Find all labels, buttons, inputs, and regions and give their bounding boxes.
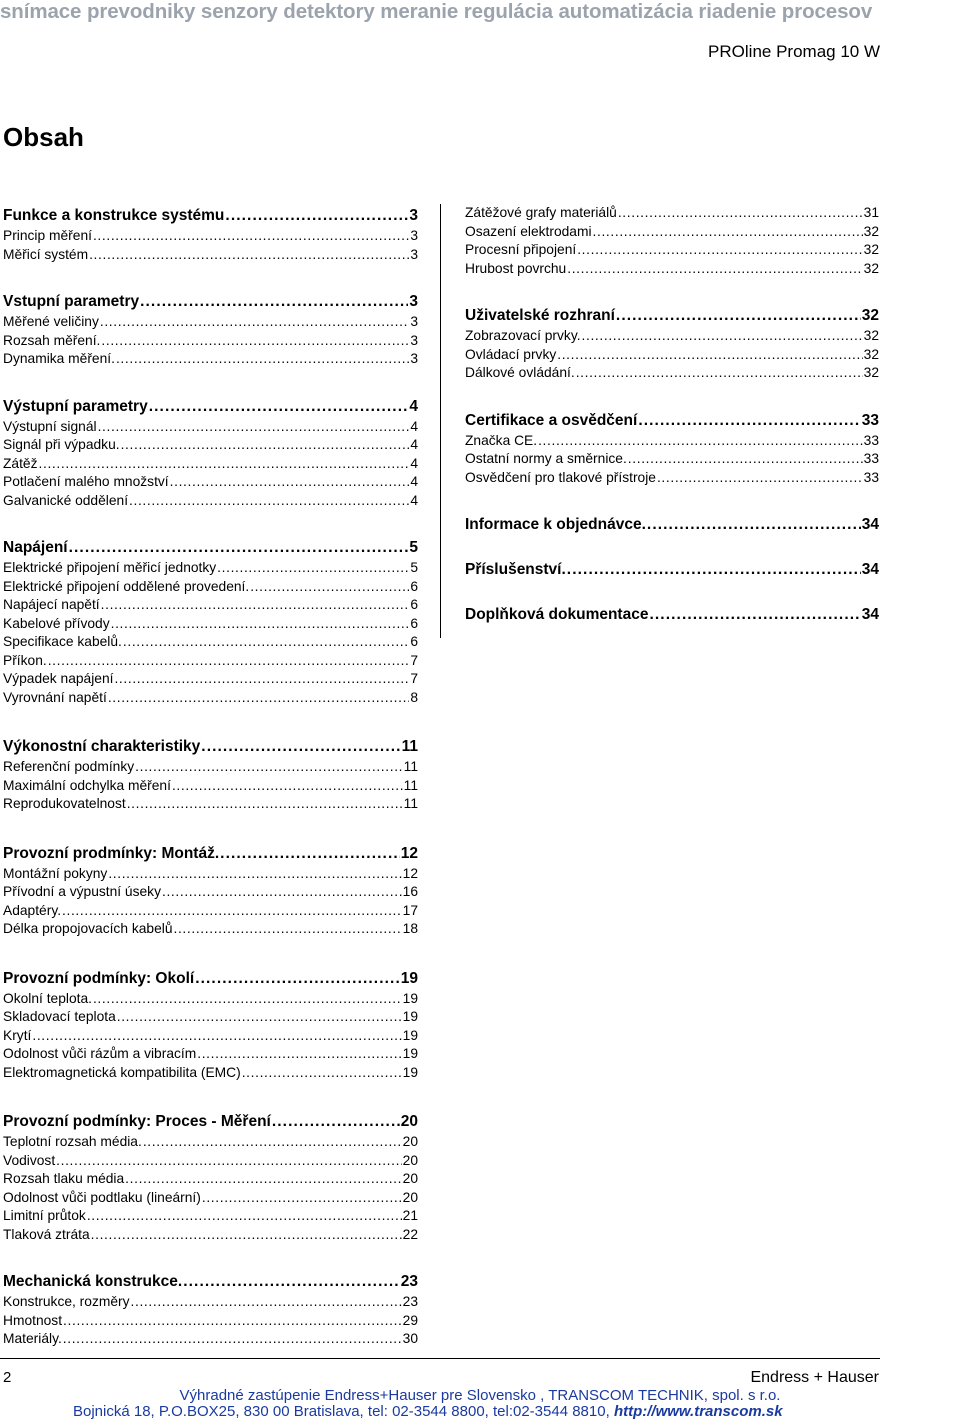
- footer-rule: [0, 1358, 880, 1359]
- leader-dots: [62, 902, 402, 921]
- toc-page-number: 19: [402, 1009, 418, 1024]
- toc-page-number: 31: [863, 205, 879, 220]
- leader-dots: [272, 1110, 400, 1133]
- toc-entry[interactable]: [465, 327, 879, 346]
- leader-dots: [111, 615, 410, 634]
- toc-entry[interactable]: [3, 689, 418, 708]
- toc-entry[interactable]: [465, 260, 879, 279]
- toc-page-number: 33: [863, 469, 879, 485]
- toc-label: Provozní podmínky: Proces - Měření: [3, 1113, 271, 1130]
- toc-label: Specifikace kabelů.: [3, 634, 122, 649]
- toc-entry[interactable]: [3, 1027, 418, 1046]
- toc-section: [3, 290, 418, 369]
- toc-label: Výstupní signál: [3, 418, 97, 434]
- toc-label: Výkonostní charakteristiky: [3, 738, 201, 755]
- toc-label: Příkon.: [3, 652, 47, 668]
- toc-page-number: 33: [861, 411, 879, 429]
- toc-page-number: 33: [863, 451, 879, 466]
- toc-entry[interactable]: [465, 469, 879, 488]
- toc-heading[interactable]: [3, 967, 418, 990]
- leader-dots: [201, 735, 400, 758]
- leader-dots: [114, 670, 409, 689]
- leader-dots: [649, 603, 860, 626]
- leader-dots: [63, 1330, 402, 1349]
- leader-dots: [149, 395, 409, 418]
- column-divider: [440, 204, 441, 638]
- toc-label: Osvědčení pro tlakové přístroje: [465, 469, 656, 485]
- toc-label: Okolní teplota.: [3, 990, 92, 1006]
- toc-page-number: 4: [410, 492, 418, 508]
- toc-label: Výpadek napájení: [3, 671, 114, 686]
- toc-entry[interactable]: [3, 246, 418, 265]
- toc-entry[interactable]: [3, 758, 418, 777]
- leader-dots: [117, 1008, 402, 1027]
- toc-entry[interactable]: [3, 1293, 418, 1312]
- toc-label: Signál při výpadku.: [3, 437, 120, 452]
- toc-entry[interactable]: [465, 204, 879, 223]
- leader-dots: [618, 204, 863, 223]
- toc-entry[interactable]: [3, 883, 418, 902]
- leader-dots: [217, 559, 409, 578]
- toc-label: Informace k objednávce.: [465, 516, 646, 533]
- toc-entry[interactable]: [3, 1312, 418, 1331]
- toc-heading[interactable]: [465, 513, 879, 536]
- toc-page-number: 19: [402, 1027, 418, 1043]
- leader-dots: [93, 990, 402, 1009]
- toc-label: Provozní prodmínky: Montáž.: [3, 844, 220, 862]
- leader-dots: [93, 227, 409, 246]
- leader-dots: [108, 865, 401, 884]
- leader-dots: [220, 842, 400, 865]
- toc-entry[interactable]: [3, 492, 418, 511]
- toc-label: Ostatní normy a směrnice.: [465, 451, 627, 466]
- toc-section: [465, 409, 879, 488]
- toc-entry[interactable]: [3, 1152, 418, 1171]
- toc-entry[interactable]: [3, 578, 418, 597]
- leader-dots: [39, 455, 410, 474]
- toc-section: [3, 536, 418, 707]
- toc-entry[interactable]: [3, 1330, 418, 1349]
- toc-heading[interactable]: [465, 558, 879, 581]
- toc-section: [3, 1270, 418, 1349]
- leader-dots: [129, 492, 409, 511]
- toc-page-number: 32: [863, 223, 879, 239]
- toc-label: Odolnost vůči rázům a vibracím: [3, 1046, 197, 1061]
- toc-section: [3, 395, 418, 511]
- leader-dots: [98, 418, 410, 437]
- toc-section: [3, 735, 418, 814]
- toc-entry[interactable]: [3, 1133, 418, 1152]
- toc-entry[interactable]: [3, 865, 418, 884]
- toc-page-number: 5: [409, 539, 418, 556]
- toc-label: Odolnost vůči podtlaku (lineární): [3, 1189, 201, 1205]
- toc-entry[interactable]: [3, 920, 418, 939]
- leader-dots: [638, 409, 860, 432]
- toc-label: Kabelové přívody: [3, 615, 110, 631]
- toc-page-number: 3: [409, 293, 418, 310]
- toc-page-number: 34: [861, 561, 879, 578]
- leader-dots: [174, 920, 402, 939]
- toc-label: Princip měření: [3, 228, 92, 243]
- toc-entry[interactable]: [3, 1170, 418, 1189]
- toc-section: [465, 513, 879, 536]
- leader-dots: [647, 513, 861, 536]
- leader-dots: [125, 1170, 401, 1189]
- leader-dots: [101, 596, 410, 615]
- toc-label: Funkce a konstrukce systému: [3, 207, 225, 224]
- toc-page-number: 18: [402, 921, 418, 936]
- toc-entry[interactable]: [465, 450, 879, 469]
- distributor-line-1: Výhradné zastúpenie Endress+Hauser pre Slovensko , TRANSCOM TECHNIK, spol. s r.o.: [179, 1387, 781, 1404]
- toc-label: Teplotní rozsah média.: [3, 1134, 142, 1149]
- toc-page-number: 8: [410, 689, 418, 705]
- leader-dots: [63, 1312, 402, 1331]
- toc-section: [3, 967, 418, 1083]
- toc-page-number: 34: [861, 516, 879, 533]
- distributor-url[interactable]: http://www.transcom.sk: [613, 1403, 783, 1420]
- toc-label: Uživatelské rozhraní: [465, 307, 615, 324]
- toc-entry[interactable]: [3, 227, 418, 246]
- toc-page-number: 30: [402, 1331, 418, 1346]
- toc-label: Reprodukovatelnost: [3, 796, 126, 811]
- toc-page-number: 6: [410, 634, 418, 649]
- toc-page-number: 19: [402, 1064, 418, 1080]
- toc-section: [3, 204, 418, 264]
- toc-page-number: 19: [400, 969, 418, 987]
- toc-page-number: 32: [863, 346, 879, 362]
- toc-page-number: 6: [410, 597, 418, 612]
- toc-label: Vyrovnání napětí: [3, 689, 107, 705]
- toc-label: Měřené veličiny: [3, 314, 99, 329]
- toc-entry[interactable]: [3, 652, 418, 671]
- toc-page-number: 4: [410, 437, 418, 452]
- toc-entry[interactable]: [465, 432, 879, 451]
- toc-label: Napájení: [3, 539, 68, 556]
- toc-entry[interactable]: [3, 350, 418, 369]
- toc-label: Přívodní a výpustní úseky: [3, 884, 161, 899]
- leader-dots: [69, 536, 409, 559]
- toc-entry[interactable]: [465, 364, 879, 383]
- toc-label: Doplňková dokumentace: [465, 606, 649, 623]
- toc-heading[interactable]: [3, 536, 418, 559]
- leader-dots: [56, 1152, 401, 1171]
- leader-dots: [576, 364, 863, 383]
- toc-left-column: [3, 204, 418, 1349]
- leader-dots: [87, 1207, 402, 1226]
- leader-dots: [577, 241, 862, 260]
- distributor-address: Bojnická 18, P.O.BOX25, 830 00 Bratislava, tel: 02-3544 8800, tel:02-3544 8810,: [73, 1403, 610, 1420]
- toc-heading[interactable]: [3, 395, 418, 418]
- leader-dots: [101, 332, 409, 351]
- leader-dots: [127, 795, 403, 814]
- leader-dots: [91, 1226, 402, 1245]
- toc-label: Elektrické připojení oddělené provedení.: [3, 578, 250, 594]
- toc-section: [465, 558, 879, 581]
- toc-page-number: 19: [402, 1046, 418, 1061]
- toc-heading[interactable]: [3, 290, 418, 313]
- toc-entry[interactable]: [3, 596, 418, 615]
- toc-label: Elektromagnetická kompatibilita (EMC): [3, 1064, 241, 1080]
- brand-name: Endress + Hauser: [750, 1369, 879, 1386]
- header-banner: snímace prevodniky senzory detektory meranie regulácia automatizácia riadenie procesov: [0, 0, 873, 23]
- toc-page-number: 32: [863, 365, 879, 380]
- toc-label: Procesní připojení: [465, 242, 577, 257]
- toc-heading[interactable]: [3, 842, 418, 865]
- toc-label: Vodivost: [3, 1152, 56, 1168]
- leader-dots: [121, 436, 410, 455]
- toc-label: Zátěž: [3, 455, 38, 471]
- toc-page-number: 29: [402, 1312, 418, 1328]
- toc-page-number: 20: [402, 1189, 418, 1205]
- toc-page-number: 20: [402, 1171, 418, 1186]
- toc-right-column: [465, 204, 879, 626]
- page-title: Obsah: [3, 122, 84, 152]
- toc-page-number: 6: [410, 615, 418, 631]
- toc-label: Konstrukce, rozměry: [3, 1294, 130, 1309]
- toc-entry[interactable]: [3, 436, 418, 455]
- toc-label: Elektrické připojení měřicí jednotky: [3, 560, 217, 575]
- toc-section: [465, 304, 879, 383]
- toc-page-number: 4: [410, 474, 418, 489]
- toc-entry[interactable]: [3, 1045, 418, 1064]
- toc-page-number: 7: [410, 671, 418, 686]
- toc-section: [465, 603, 879, 626]
- leader-dots: [143, 1133, 402, 1152]
- toc-page-number: 11: [403, 796, 418, 811]
- toc-label: Zobrazovací prvky.: [465, 328, 581, 343]
- toc-page-number: 23: [402, 1294, 418, 1309]
- toc-page-number: 3: [410, 314, 418, 329]
- toc-entry[interactable]: [3, 332, 418, 351]
- toc-section: [3, 842, 418, 939]
- leader-dots: [183, 1270, 400, 1293]
- leader-dots: [582, 327, 863, 346]
- toc-label: Příslušenství.: [465, 561, 566, 578]
- leader-dots: [657, 469, 863, 488]
- toc-page-number: 19: [402, 990, 418, 1006]
- leader-dots: [135, 758, 403, 777]
- leader-dots: [123, 633, 409, 652]
- toc-label: Adaptéry.: [3, 902, 62, 918]
- toc-page-number: 4: [410, 455, 418, 471]
- toc-entry[interactable]: [3, 455, 418, 474]
- toc-heading[interactable]: [465, 603, 879, 626]
- toc-entry[interactable]: [3, 633, 418, 652]
- leader-dots: [140, 290, 408, 313]
- toc-label: Tlaková ztráta: [3, 1226, 90, 1242]
- toc-page-number: 32: [863, 328, 879, 343]
- toc-page-number: 7: [410, 652, 418, 668]
- toc-entry[interactable]: [465, 346, 879, 365]
- toc-page-number: 22: [402, 1226, 418, 1242]
- toc-heading[interactable]: [3, 1110, 418, 1133]
- toc-page-number: 11: [401, 738, 418, 755]
- toc-heading[interactable]: [3, 204, 418, 227]
- toc-entry[interactable]: [3, 473, 418, 492]
- leader-dots: [172, 777, 403, 796]
- toc-label: Rozsah tlaku média: [3, 1171, 125, 1186]
- toc-heading[interactable]: [465, 409, 879, 432]
- toc-label: Referenční podmínky: [3, 759, 135, 774]
- leader-dots: [108, 689, 410, 708]
- toc-label: Hmotnost: [3, 1312, 63, 1328]
- toc-page-number: 11: [403, 777, 418, 793]
- leader-dots: [89, 246, 409, 265]
- leader-dots: [202, 1189, 402, 1208]
- toc-label: Ovládací prvky: [465, 346, 557, 362]
- toc-page-number: 32: [861, 307, 879, 324]
- leader-dots: [557, 346, 862, 365]
- toc-label: Délka propojovacích kabelů: [3, 921, 173, 936]
- toc-entry[interactable]: [3, 670, 418, 689]
- page-number: 2: [3, 1369, 12, 1386]
- toc-page-number: 4: [410, 418, 418, 434]
- leader-dots: [567, 558, 861, 581]
- toc-page-number: 3: [409, 207, 418, 224]
- toc-entry[interactable]: [3, 902, 418, 921]
- toc-entry[interactable]: [3, 313, 418, 332]
- toc-page-number: 12: [400, 844, 418, 862]
- toc-label: Limitní průtok: [3, 1208, 86, 1223]
- toc-label: Maximální odchylka měření: [3, 777, 171, 793]
- toc-page-number: 21: [402, 1208, 418, 1223]
- toc-page-number: 3: [410, 246, 418, 262]
- toc-page-number: 3: [410, 332, 418, 348]
- toc-entry[interactable]: [3, 559, 418, 578]
- toc-label: Provozní podmínky: Okolí: [3, 969, 195, 987]
- toc-entry[interactable]: [3, 418, 418, 437]
- toc-page-number: 34: [861, 606, 879, 623]
- leader-dots: [242, 1064, 402, 1083]
- leader-dots: [593, 223, 863, 242]
- toc-label: Mechanická konstrukce.: [3, 1273, 183, 1290]
- toc-label: Výstupní parametry: [3, 397, 148, 415]
- leader-dots: [195, 967, 400, 990]
- toc-page-number: 32: [863, 242, 879, 257]
- leader-dots: [538, 432, 863, 451]
- toc-page-number: 5: [410, 560, 418, 575]
- toc-entry[interactable]: [3, 1064, 418, 1083]
- toc-page-number: 20: [402, 1134, 418, 1149]
- toc-entry[interactable]: [465, 241, 879, 260]
- toc-page-number: 20: [402, 1152, 418, 1168]
- distributor-line-2: [73, 1403, 783, 1421]
- toc-label: Materiály.: [3, 1331, 62, 1346]
- leader-dots: [131, 1293, 402, 1312]
- toc-heading[interactable]: [3, 735, 418, 758]
- leader-dots: [48, 652, 410, 671]
- toc-label: Značka CE.: [465, 432, 538, 448]
- toc-label: Osazení elektrodami: [465, 223, 592, 239]
- toc-page-number: 11: [403, 759, 418, 774]
- toc-section: [3, 1110, 418, 1244]
- toc-label: Skladovací teplota: [3, 1009, 116, 1024]
- toc-label: Měřicí systém: [3, 246, 89, 262]
- leader-dots: [162, 883, 402, 902]
- toc-entry[interactable]: [3, 1226, 418, 1245]
- toc-entry[interactable]: [3, 990, 418, 1009]
- toc-page-number: 3: [410, 228, 418, 243]
- toc-label: Montážní pokyny: [3, 865, 108, 881]
- toc-page-number: 32: [863, 260, 879, 276]
- toc-page-number: 23: [400, 1273, 418, 1290]
- leader-dots: [116, 350, 409, 369]
- leader-dots: [628, 450, 863, 469]
- leader-dots: [100, 313, 409, 332]
- toc-entry[interactable]: [3, 1008, 418, 1027]
- leader-dots: [250, 578, 409, 597]
- leader-dots: [567, 260, 862, 279]
- leader-dots: [225, 204, 408, 227]
- toc-label: Galvanické oddělení: [3, 492, 129, 508]
- toc-page-number: 33: [863, 432, 879, 448]
- leader-dots: [197, 1045, 401, 1064]
- toc-page-number: 4: [409, 397, 418, 415]
- toc-label: Krytí: [3, 1027, 32, 1043]
- leader-dots: [32, 1027, 401, 1046]
- toc-label: Certifikace a osvědčení: [465, 411, 638, 429]
- toc-entry[interactable]: [3, 1207, 418, 1226]
- toc-label: Rozsah měření.: [3, 332, 101, 348]
- toc-label: Dynamika měření.: [3, 351, 115, 366]
- toc-page-number: 12: [402, 865, 418, 881]
- toc-heading[interactable]: [3, 1270, 418, 1293]
- toc-entry[interactable]: [3, 777, 418, 796]
- toc-heading[interactable]: [465, 304, 879, 327]
- toc-page-number: 6: [410, 578, 418, 594]
- toc-section: [465, 204, 879, 278]
- toc-entry[interactable]: [465, 223, 879, 242]
- leader-dots: [170, 473, 410, 492]
- toc-label: Hrubost povrchu: [465, 260, 567, 276]
- toc-page-number: 3: [410, 351, 418, 366]
- product-name: PROline Promag 10 W: [708, 42, 880, 61]
- toc-page-number: 16: [402, 884, 418, 899]
- toc-label: Dálkové ovládání.: [465, 365, 575, 380]
- toc-label: Napájecí napětí: [3, 597, 100, 612]
- toc-entry[interactable]: [3, 615, 418, 634]
- toc-label: Potlačení malého množství: [3, 474, 169, 489]
- toc-entry[interactable]: [3, 1189, 418, 1208]
- toc-entry[interactable]: [3, 795, 418, 814]
- leader-dots: [616, 304, 861, 327]
- toc-label: Vstupní parametry: [3, 293, 140, 310]
- toc-page-number: 17: [402, 902, 418, 918]
- toc-page-number: 20: [400, 1113, 418, 1130]
- toc-label: Zátěžové grafy materiálů: [465, 205, 617, 220]
